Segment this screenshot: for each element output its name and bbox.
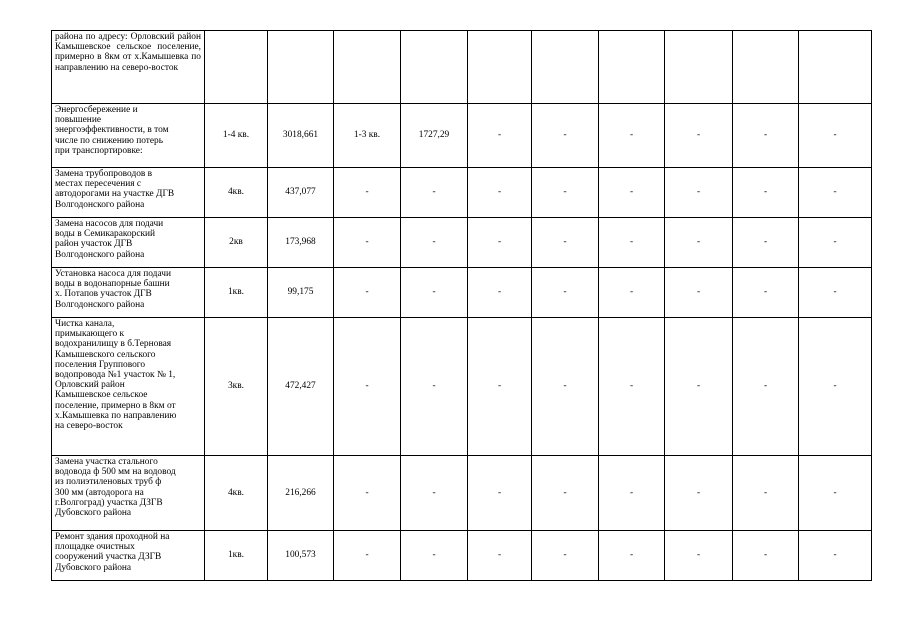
table-cell: - xyxy=(599,318,665,456)
table-cell: - xyxy=(334,168,401,218)
table-cell: - xyxy=(468,268,532,318)
table-cell: - xyxy=(401,531,468,581)
row-name-text: Чистка канала, примыкающего к водохранилищу в б.Терновая Камышевского сельского поселения Группового водопровода №1 участок № 1, Орловский район Камышевское сельское поселение, примерно в 8км от х.Камышевка по направлению на северо-восток xyxy=(55,319,177,432)
table-cell: - xyxy=(665,218,733,268)
table-cell: 1кв. xyxy=(205,531,268,581)
table-row xyxy=(52,268,872,318)
table-cell: 216,266 xyxy=(268,456,334,531)
table-cell: - xyxy=(334,456,401,531)
table-cell: - xyxy=(733,531,799,581)
table-cell: - xyxy=(599,218,665,268)
table-cell: - xyxy=(401,456,468,531)
table-cell: - xyxy=(401,268,468,318)
measures-table-body xyxy=(52,31,872,581)
row-name-cell xyxy=(52,168,205,218)
table-cell: - xyxy=(665,268,733,318)
table-cell: - xyxy=(401,218,468,268)
table-cell: - xyxy=(799,218,872,268)
table-cell: - xyxy=(532,318,599,456)
table-cell: 4кв. xyxy=(205,168,268,218)
table-cell: - xyxy=(733,168,799,218)
table-cell: - xyxy=(665,456,733,531)
table-cell: - xyxy=(468,456,532,531)
table-cell: - xyxy=(799,168,872,218)
table-cell: - xyxy=(532,456,599,531)
table-row xyxy=(52,318,872,456)
table-cell: 1727,29 xyxy=(401,104,468,168)
table-cell: 472,427 xyxy=(268,318,334,456)
table-cell: 3018,661 xyxy=(268,104,334,168)
table-row xyxy=(52,31,872,104)
table-row xyxy=(52,104,872,168)
table-cell: - xyxy=(532,104,599,168)
table-cell xyxy=(468,31,532,104)
table-cell xyxy=(665,31,733,104)
table-cell: 1кв. xyxy=(205,268,268,318)
table-cell: - xyxy=(665,104,733,168)
table-cell xyxy=(334,31,401,104)
table-cell: - xyxy=(799,104,872,168)
table-cell: - xyxy=(799,531,872,581)
table-row xyxy=(52,218,872,268)
row-name-cell xyxy=(52,218,205,268)
table-cell: - xyxy=(799,456,872,531)
table-cell: - xyxy=(334,318,401,456)
table-cell: - xyxy=(599,104,665,168)
table-cell: - xyxy=(468,104,532,168)
table-cell: 99,175 xyxy=(268,268,334,318)
row-name-text: Замена участка стального водовода ф 500 мм на водовод из полиэтиленовых труб ф 300 мм (автодорога на г.Волгоград) участка ДЗГВ Дубовского района xyxy=(55,457,176,519)
table-cell: 173,968 xyxy=(268,218,334,268)
table-cell: - xyxy=(334,531,401,581)
table-cell: - xyxy=(799,268,872,318)
table-cell: - xyxy=(532,268,599,318)
table-cell: - xyxy=(468,218,532,268)
table-row xyxy=(52,168,872,218)
table-cell: 3кв. xyxy=(205,318,268,456)
table-cell: - xyxy=(799,318,872,456)
table-cell: - xyxy=(665,531,733,581)
table-cell: - xyxy=(733,318,799,456)
row-name-text: Замена насосов для подачи воды в Семикаракорский район участок ДГВ Волгодонского района xyxy=(55,219,164,260)
table-row xyxy=(52,456,872,531)
table-cell: 4кв. xyxy=(205,456,268,531)
table-cell: - xyxy=(532,218,599,268)
measures-table xyxy=(51,30,872,581)
table-cell: 2кв xyxy=(205,218,268,268)
row-name-text: Установка насоса для подачи воды в водонапорные башни х. Потапов участок ДГВ Волгодонского района xyxy=(55,269,171,310)
table-cell: - xyxy=(401,318,468,456)
table-cell: - xyxy=(532,168,599,218)
table-cell: - xyxy=(599,268,665,318)
row-name-text: Замена трубопроводов в местах пересечения с автодорогами на участке ДГВ Волгодонского района xyxy=(55,169,175,210)
row-name-cell xyxy=(52,531,205,581)
table-cell: 437,077 xyxy=(268,168,334,218)
table-cell: 100,573 xyxy=(268,531,334,581)
table-cell: - xyxy=(599,531,665,581)
row-name-cell xyxy=(52,456,205,531)
row-name-cell xyxy=(52,268,205,318)
table-cell: 1-3 кв. xyxy=(334,104,401,168)
table-cell: - xyxy=(733,218,799,268)
row-name-cell xyxy=(52,31,205,104)
table-cell: - xyxy=(665,318,733,456)
table-cell: - xyxy=(665,168,733,218)
table-cell xyxy=(532,31,599,104)
table-cell: - xyxy=(599,168,665,218)
table-cell: - xyxy=(401,168,468,218)
table-cell: - xyxy=(599,456,665,531)
table-cell: - xyxy=(468,531,532,581)
row-name-text: района по адресу: Орловский район Камышевское сельское поселение, примерно в 8км от х.Камышевка по направлению на северо-восток xyxy=(55,32,201,73)
table-cell: - xyxy=(733,456,799,531)
table-cell: 1-4 кв. xyxy=(205,104,268,168)
table-cell xyxy=(401,31,468,104)
table-cell: - xyxy=(334,268,401,318)
table-cell xyxy=(268,31,334,104)
table-cell: - xyxy=(532,531,599,581)
table-cell: - xyxy=(334,218,401,268)
table-cell: - xyxy=(468,168,532,218)
table-cell xyxy=(799,31,872,104)
row-name-text: Энергосбережение и повышение энергоэффективности, в том числе по снижению потерь при транспортировке: xyxy=(55,105,169,156)
table-row xyxy=(52,531,872,581)
table-cell: - xyxy=(733,268,799,318)
row-name-cell xyxy=(52,318,205,456)
row-name-text: Ремонт здания проходной на площадке очистных сооружений участка ДЗГВ Дубовского района xyxy=(55,532,170,573)
table-cell xyxy=(733,31,799,104)
table-cell: - xyxy=(733,104,799,168)
table-cell xyxy=(599,31,665,104)
table-cell: - xyxy=(468,318,532,456)
row-name-cell xyxy=(52,104,205,168)
table-cell xyxy=(205,31,268,104)
